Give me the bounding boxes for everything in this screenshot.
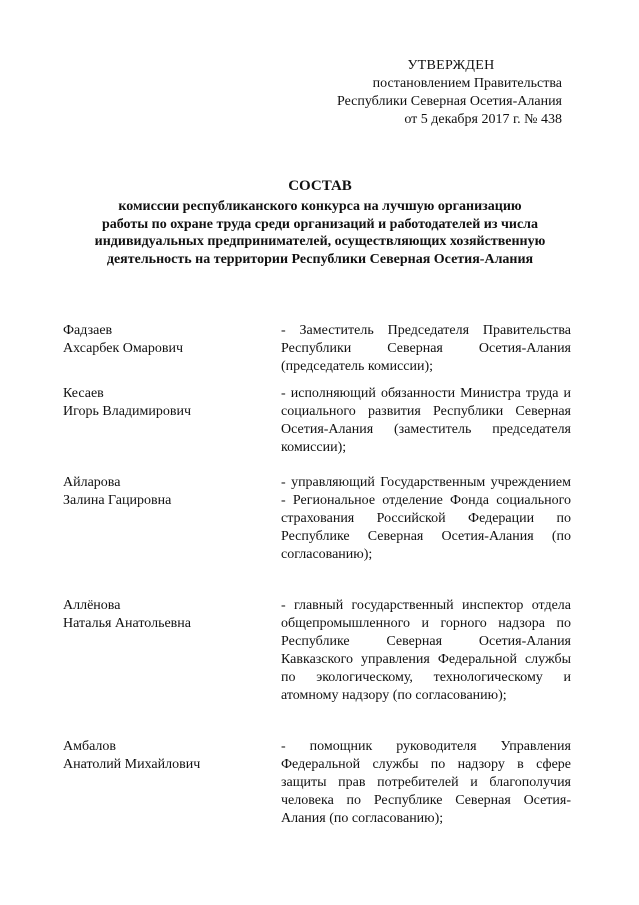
member-given-name: Анатолий Михайлович [63, 757, 201, 772]
approval-line-1: постановлением Правительства [372, 76, 562, 91]
member-given-name: Наталья Анатольевна [63, 616, 192, 631]
member-given-name: Ахсарбек Омарович [63, 341, 183, 356]
member-surname: Кесаев [63, 386, 104, 401]
member-given-name: Игорь Владимирович [63, 404, 192, 419]
approval-title: УТВЕРЖДЕН [407, 58, 495, 73]
heading-line-3: индивидуальных предпринимателей, осуществляющих хозяйственную [94, 234, 546, 249]
member-role: - помощник руководителя Управления Федеральной службы по надзору в сфере защиты прав потребителей и благополучия человека по Республике Северная Осетия-Алания (по согласованию); [281, 739, 571, 826]
member-role: - исполняющий обязанности Министра труда и социального развития Республики Северная Осетия-Алания (заместитель председателя комиссии); [281, 386, 571, 455]
heading-line-1: комиссии республиканского конкурса на лучшую организацию [118, 199, 522, 214]
member-given-name: Залина Гацировна [63, 493, 172, 508]
member-name [63, 597, 263, 633]
approval-stamp [300, 57, 562, 129]
member-name [63, 385, 263, 421]
member-role: - главный государственный инспектор отдела общепромышленного и горного надзора по Республике Северная Осетия-Алания Кавказского управления Федеральной службы по экологическому, технологическому и атомному надзору (по согласованию); [281, 598, 571, 703]
member-surname: Фадзаев [63, 323, 113, 338]
member-name [63, 474, 263, 510]
heading-line-2: работы по охране труда среди организаций и работодателей из числа [101, 216, 539, 232]
member-name [63, 322, 263, 358]
approval-line-2: Республики Северная Осетия-Алания [337, 94, 562, 109]
member-surname: Аллёнова [63, 598, 121, 613]
document-title: СОСТАВ [288, 178, 352, 194]
heading-line-4: деятельность на территории Республики Северная Осетия-Алания [106, 251, 534, 267]
member-surname: Айларова [63, 475, 121, 490]
approval-line-3: от 5 декабря 2017 г. № 438 [404, 112, 562, 127]
member-role: - Заместитель Председателя Правительства Республики Северная Осетия-Алания (председатель комиссии); [281, 323, 571, 374]
member-name [63, 738, 263, 774]
member-surname: Амбалов [63, 739, 117, 754]
member-role: - управляющий Государственным учреждением - Региональное отделение Фонда социального страхования Российской Федерации по Республике Северная Осетия-Алания (по согласованию); [281, 475, 571, 562]
document-heading [60, 177, 580, 268]
